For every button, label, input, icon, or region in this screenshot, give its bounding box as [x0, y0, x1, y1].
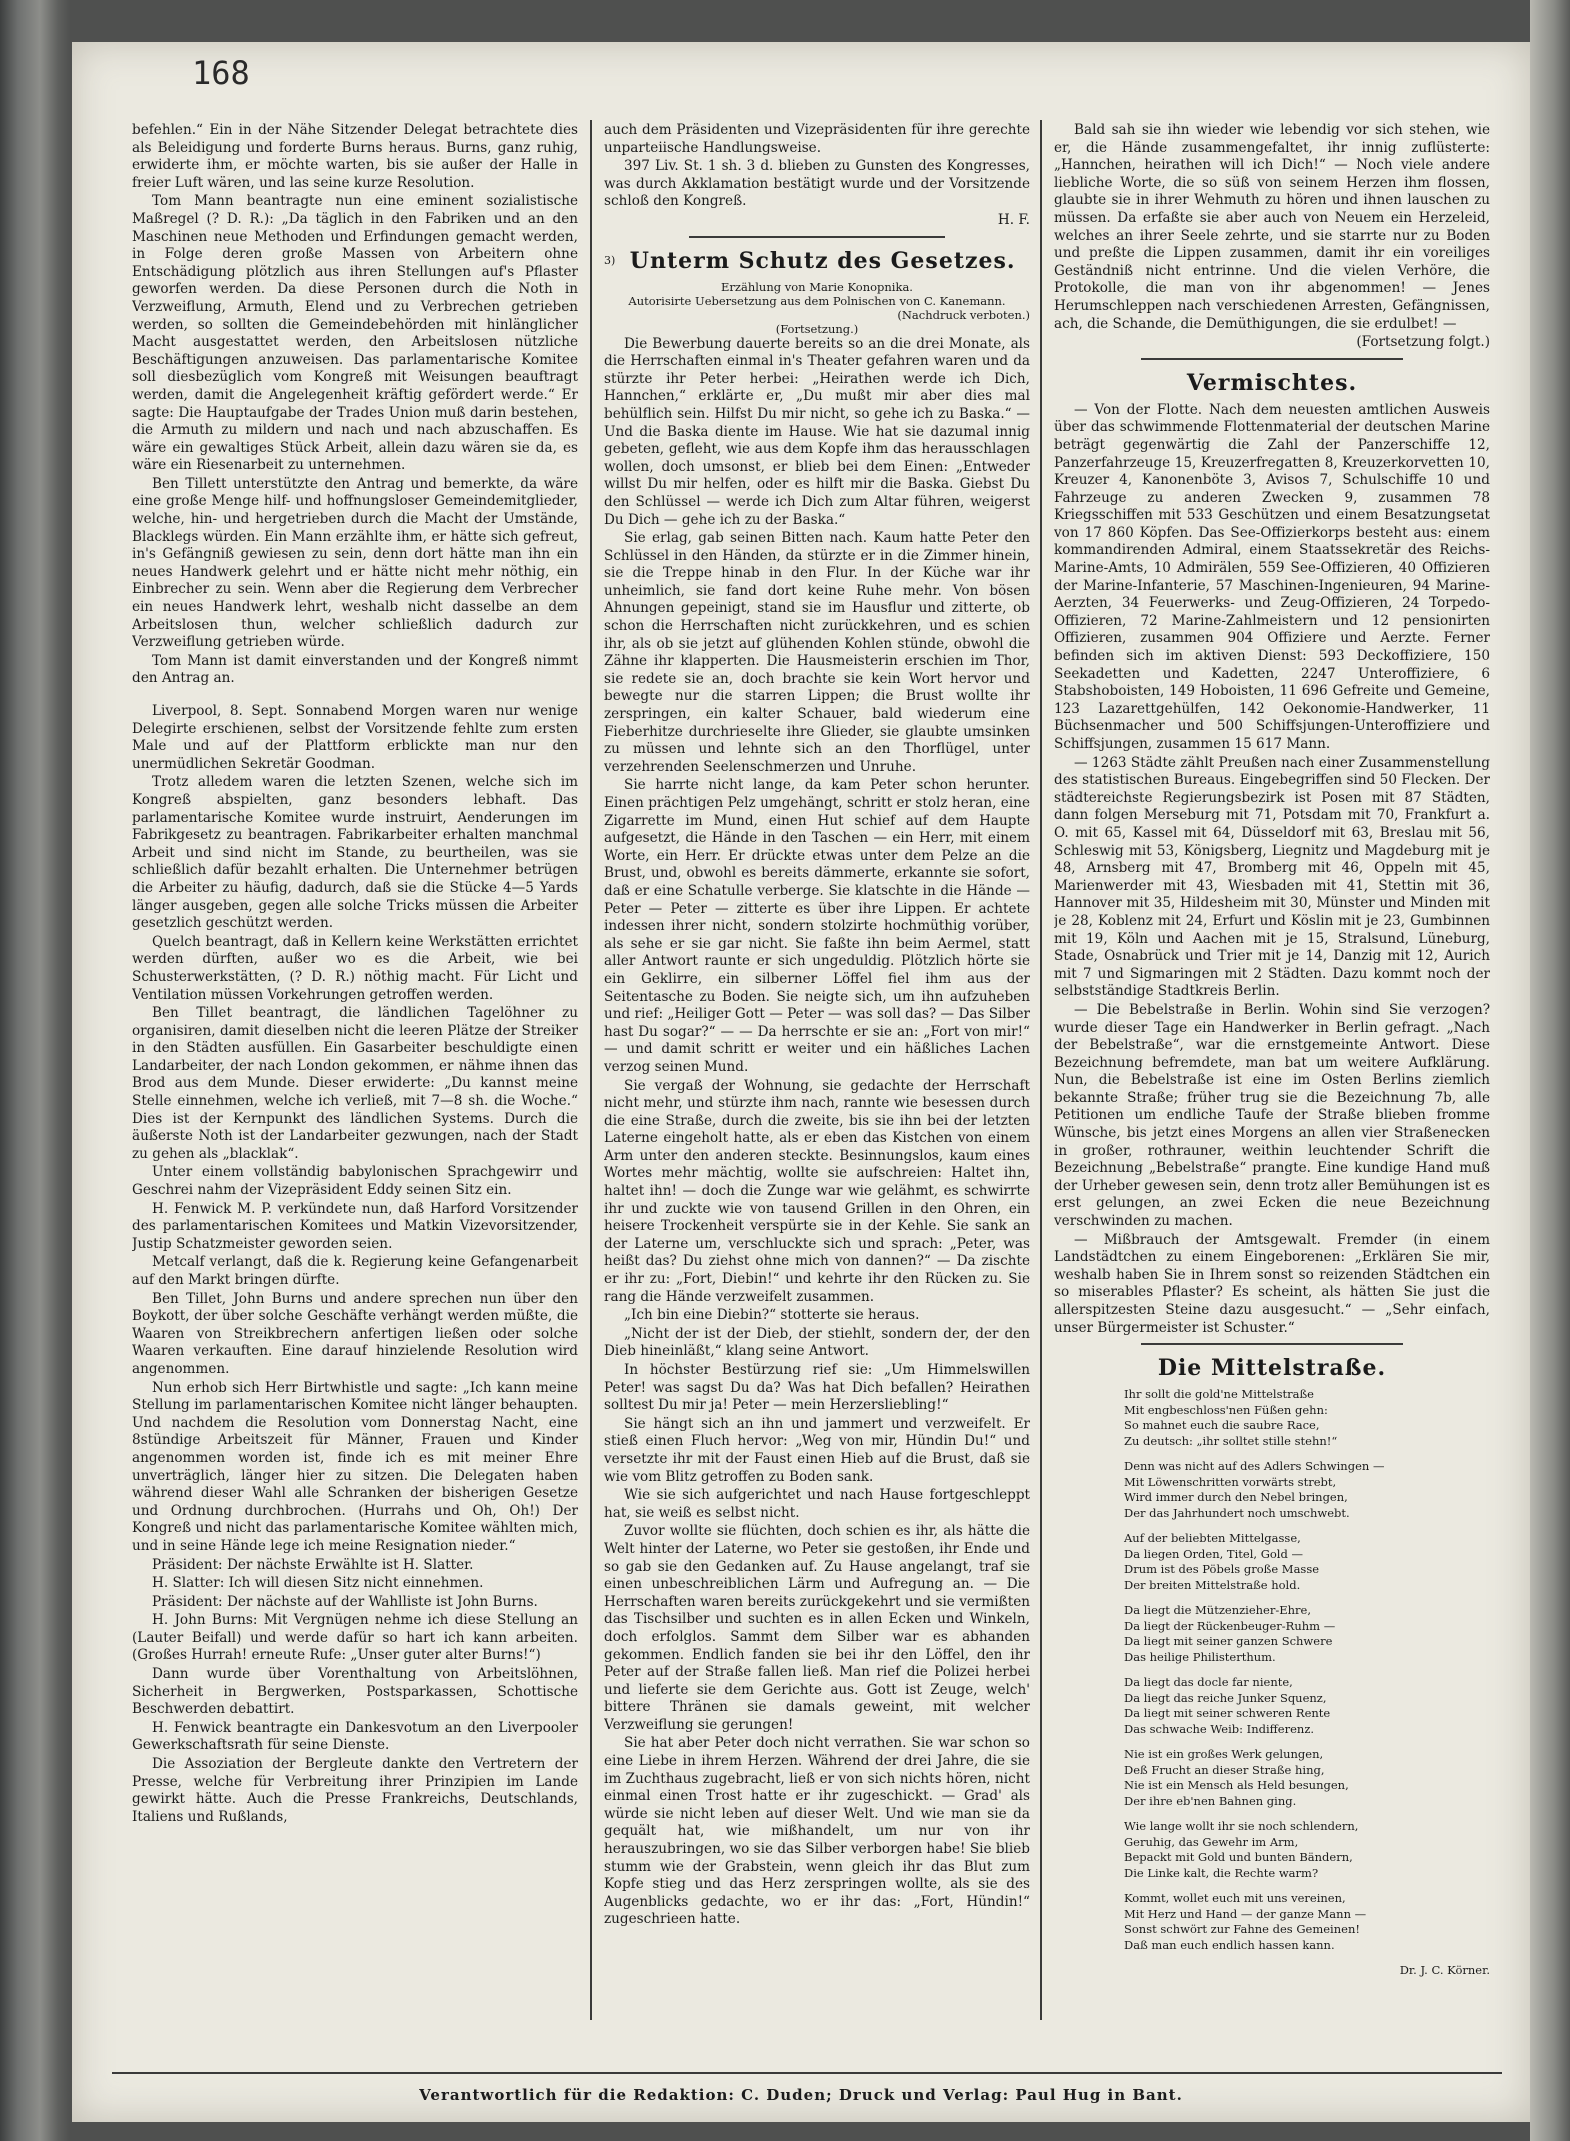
paragraph: Wie sie sich aufgerichtet und nach Hause fortgeschleppt hat, sie weiß es selbst nicht.	[604, 1487, 1030, 1521]
paragraph: auch dem Präsidenten und Vizepräsidenten für ihre gerechte unparteiische Handlungsweise.	[604, 122, 1030, 156]
poem-stanza: Kommt, wollet euch mit uns vereinen, Mit Herz und Hand — der ganze Mann — Sonst schwört zur Fahne des Gemeinen! Daß man euch endlich hassen kann.	[1124, 1891, 1367, 1952]
paragraph: „Nicht der ist der Dieb, der stiehlt, sondern der, der den Dieb hineinläßt,“ klang seine Antwort.	[604, 1325, 1030, 1360]
paragraph: Sie hängt sich an ihn und jammert und verzweifelt. Er stieß einen Fluch hervor: „Weg von mir, Hündin Du!“ und versetzte ihr mit der Faust einen Hieb auf die Brust, daß sie wie vom Blitz getroffen zu Boden sank.	[604, 1415, 1030, 1485]
poem-stanza: Auf der beliebten Mittelgasse, Da liegen Orden, Titel, Gold — Drum ist des Pöbels große Masse Der breiten Mittelstraße hold.	[1124, 1531, 1320, 1592]
paragraph: „Ich bin eine Diebin?“ stotterte sie heraus.	[624, 1307, 920, 1324]
paragraph: Tom Mann ist damit einverstanden und der Kongreß nimmt den Antrag an.	[132, 652, 578, 687]
separator	[1141, 358, 1403, 360]
poem-author: Dr. J. C. Körner.	[1399, 1963, 1490, 1978]
newspaper-page	[72, 42, 1530, 2122]
paragraph: Nun erhob sich Herr Birtwhistle und sagte: „Ich kann meine Stellung im parlamentarischen Komitee nicht länger behaupten. Und nachdem die Resolution vom Donnerstag Nacht, eine 8stündige Arbeitszeit für Männer, Frauen und Kinder angenommen worden ist, finde ich es mit meiner Ehre unverträglich, länger hier zu sitzen. Die Delegaten haben während dieser Wahl alle Schranken der bisherigen Gesetze und Ordnung durchbrochen. (Hurrahs und Oh, Oh!) Der Kongreß und nicht das parlamentarische Komitee wählten mich, und in seine Hände lege ich meine Resignation nieder.“	[132, 1379, 578, 1554]
page-number: 168	[192, 54, 250, 92]
paragraph: befehlen.“ Ein in der Nähe Sitzender Delegat betrachtete dies als Beleidigung und forderte Burns heraus. Burns, ganz ruhig, erwiderte ihm, er möchte warten, bis sie außer der Halle in freier Luft wären, und las seine kurze Resolution.	[132, 122, 578, 191]
paragraph: Sie hat aber Peter doch nicht verrathen. Sie war schon so eine Liebe in ihrem Herzen. Während der drei Jahre, die sie im Zuchthaus zugebracht, ließ er von sich nichts hören, nicht einmal einen Trost hatte er ihr zugeschickt. — Grad' als würde sie nicht leben auf dieser Welt. Und wie man sie da gequält hat, wie mißhandelt, um nur von ihr herauszubringen, wo sie das Silber verborgen habe! Sie blieb stumm wie der Grabstein, wenn gleich ihr das Blut zum Kopfe stieg und das Herz zerspringen wollte, als sie des Augenblicks gedachte, wo er ihr das: „Fort, Hündin!“ zugeschrieen hatte.	[604, 1735, 1030, 1928]
paragraph: Die Assoziation der Bergleute dankte den Vertretern der Presse, welche für Verbreitung ihrer Prinzipien im Lande gewirkt hätte. Auch die Presse Frankreichs, Deutschlands, Italiens und Rußlands,	[132, 1756, 578, 1825]
column-3	[1054, 122, 1490, 2012]
paragraph: Ben Tillett unterstützte den Antrag und bemerkte, da wäre eine große Menge hilf- und hoffnungsloser Gemeindemitglieder, welche, hin- und hergetrieben durch die Macht der Umstände, Blacklegs würden. Ein Mann erzählte ihm, er hätte sich gefreut, in's Gefängniß gewiesen zu sein, denn dort hätte man ihn ein neues Handwerk gelehrt und er hätte nicht mehr nöthig, ein Einbrecher zu sein. Wenn aber die Regierung dem Verbrecher ein neues Handwerk lehrt, weshalb nicht dasselbe an dem Arbeitslosen thun, welcher schließlich dadurch zur Verzweiflung getrieben würde.	[132, 475, 578, 651]
section-title-vermischtes: Vermischtes.	[1186, 369, 1358, 396]
poem-stanza: Denn was nicht auf des Adlers Schwingen — Mit Löwenschritten vorwärts strebt, Wird immer durch den Nebel bringen, Der das Jahrhundert noch umschwebt.	[1124, 1459, 1385, 1520]
paragraph: H. Slatter: Ich will diesen Sitz nicht einnehmen.	[152, 1575, 484, 1592]
paragraph: — Von der Flotte. Nach dem neuesten amtlichen Ausweis über das schwimmende Flottenmaterial der deutschen Marine beträgt gegenwärtig die Zahl der Panzerschiffe 12, Panzerfahrzeuge 15, Kreuzerfregatten 8, Kreuzerkorvetten 10, Kreuzer 4, Kanonenböte 3, Avisos 7, Schulschiffe 10 und Fahrzeuge zu anderen Zwecken 9, zusammen 78 Kriegsschiffen mit 533 Geschützen und einem Besatzungsetat von 17 860 Köpfen. Das See-Offizierkorps besteht aus: einem kommandirenden Admiral, einem Staatssekretär des Reichs-Marine-Amts, 10 Admirälen, 559 See-Offizieren, 40 Offizieren der Marine-Infanterie, 57 Maschinen-Ingenieuren, 94 Marine-Aerzten, 34 Feuerwerks- und Zeug-Offizieren, 24 Torpedo-Offizieren, 72 Marine-Zahlmeistern und 12 pensionirten Offizieren, zusammen 904 Offiziere und Aerzte. Ferner befinden sich im aktiven Dienst: 593 Deckoffiziere, 150 Seekadetten und Kadetten, 2247 Unteroffiziere, 6 Stabshoboisten, 149 Hoboisten, 11 696 Gefreite und Gemeine, 123 Lazarettgehülfen, 142 Oekonomie-Handwerker, 11 Büchsenmacher und 500 Schiffsjungen-Unteroffiziere und Schiffsjungen, zusammen 15 617 Mann.	[1054, 401, 1490, 752]
serial-reprint-note: (Nachdruck verboten.)	[897, 307, 1030, 322]
paragraph: — 1263 Städte zählt Preußen nach einer Zusammenstellung des statistischen Bureaus. Eingebegriffen sind 50 Flecken. Der städtereichste Regierungsbezirk ist Posen mit 87 Städten, dann folgen Merseburg mit 71, Potsdam mit 70, Frankfurt a. O. mit 65, Kassel mit 64, Düsseldorf mit 63, Breslau mit 56, Schleswig mit 53, Königsberg, Liegnitz und Magdeburg mit je 48, Arnsberg mit 47, Bromberg mit 46, Oppeln mit 45, Marienwerder mit 43, Wiesbaden mit 41, Stettin mit 36, Hannover mit 35, Hildesheim mit 30, Münster und Minden mit je 28, Koblenz mit 24, Erfurt und Köslin mit je 23, Gumbinnen mit 19, Köln und Aachen mit je 15, Stralsund, Lüneburg, Stade, Osnabrück und Trier mit je 14, Danzig mit 12, Aurich mit 7 und Sigmaringen mit 2 Städten. Dazu kommt noch der selbstständige Stadtkreis Berlin.	[1054, 754, 1490, 1000]
paragraph: 397 Liv. St. 1 sh. 3 d. blieben zu Gunsten des Kongresses, was durch Akklamation bestätigt wurde und der Vorsitzende schloß den Kongreß.	[604, 158, 1030, 210]
continuation-note: (Fortsetzung folgt.)	[1356, 334, 1490, 351]
paragraph: Sie erlag, gab seinen Bitten nach. Kaum hatte Peter den Schlüssel in den Händen, da stürzte er in die Zimmer hinein, sie die Treppe hinab in den Flur. In der Küche war ihr unheimlich, sie fand dort keine Ruhe mehr. Von bösen Ahnungen gepeinigt, stand sie im Hausflur und zitterte, ob schon die Herrschaften nicht zurückkehren, und es schien ihr, als ob sie jetzt auf glühenden Kohlen stünde, obwohl die Zähne ihr klapperten. Die Hausmeisterin erschien im Thor, sie redete sie an, doch brachte sie kein Wort hervor und bewegte nur die starren Lippen; die Brust wollte ihr zerspringen, ein kalter Schauer, bald wiederum eine Fieberhitze durchrieselte ihre Glieder, sie glaubte umsinken zu müssen und lehnte sich an den Thorflügel, unter verzehrenden Seelenschmerzen und Unruhe.	[604, 530, 1030, 775]
footer-rule	[112, 2072, 1502, 2074]
poem-title: Die Mittelstraße.	[1157, 1355, 1387, 1382]
paragraph: Ben Tillet beantragt, die ländlichen Tagelöhner zu organisiren, damit dieselben nicht die leeren Plätze der Streiker in den Städten ausfüllen. Ein Gasarbeiter beschuldigte einen Landarbeiter, der nach London gekommen, er nähme ihnen das Brod aus dem Munde. Dieser erwiderte: „Du kannst meine Stelle einnehmen, welche ich verließ, mit 7—8 sh. die Woche.“ Dies ist der Kernpunkt des ländlichen Systems. Durch die äußerste Noth ist der Landarbeiter gezwungen, nach der Stadt zu gehen als „blacklak“.	[132, 1005, 578, 1162]
poem-stanza: Da liegt das docle far niente, Da liegt das reiche Junker Squenz, Da liegt mit seiner schweren Rente Das schwache Weib: Indifferenz.	[1124, 1675, 1331, 1736]
serial-continuation: (Fortsetzung.)	[775, 321, 859, 336]
poem-stanza: Wie lange wollt ihr sie noch schlendern, Geruhig, das Gewehr im Arm, Bepackt mit Gold und bunten Bändern, Die Linke kalt, die Rechte warm?	[1124, 1819, 1359, 1880]
paragraph: Ben Tillet, John Burns und andere sprechen nun über den Boykott, der über solche Geschäfte verhängt werden müßte, die Waaren von Streikbrechern anfertigen ließen oder solche Waaren verkauften. Eine darauf hinzielende Resolution wird angenommen.	[132, 1290, 578, 1377]
serial-number: 3)	[604, 253, 616, 267]
paragraph: Trotz alledem waren die letzten Szenen, welche sich im Kongreß abspielten, ganz besonders lebhaft. Das parlamentarische Komitee wurde instruirt, Aenderungen im Fabrikgesetz zu beantragen. Fabrikarbeiter erhalten manchmal Arbeit und sind nicht im Stande, zu beurtheilen, was sie schließlich dafür bezahlt erhalten. Die Unternehmer betrügen die Arbeiter zu häufig, dadurch, daß sie die Stücke 4—5 Yards länger ausgeben, gegen alle solche Tricks müssen die Arbeiter gesetzlich geschützt werden.	[132, 774, 578, 932]
paragraph: H. Fenwick M. P. verkündete nun, daß Harford Vorsitzender des parlamentarischen Komitees und Matkin Vizevorsitzender, Justip Schatzmeister geworden seien.	[132, 1200, 578, 1252]
paragraph: Quelch beantragt, daß in Kellern keine Werkstätten errichtet werden dürften, außer wo es die Arbeit, wie bei Schusterwerkstätten, (? D. R.) nöthig macht. Für Licht und Ventilation müssen Vorkehrungen getroffen werden.	[132, 933, 578, 1003]
paragraph: Zuvor wollte sie flüchten, doch schien es ihr, als hätte die Welt hinter der Laterne, wo Peter sie gestoßen, ihr Ende und so gab sie den Gedanken auf. Zu Hause angelangt, traf sie einen unbeschreiblichen Lärm und Aufregung an. — Die Herrschaften waren bereits zurückgekehrt und sie vermißten das Tischsilber und suchten es in allen Ecken und Winkeln, doch erfolglos. Sammt dem Silber war es abhanden gekommen. Endlich fanden sie bei ihr den Löffel, den ihr Peter auf der Straße fallen ließ. Man rief die Polizei herbei und lieferte sie dem Gerichte aus. Gott ist Zeuge, welch' bittere Thränen sie damals geweint, mit welcher Verzweiflung sie gerungen!	[604, 1523, 1030, 1733]
paragraph: H. Fenwick beantragte ein Dankesvotum an den Liverpooler Gewerkschaftsrath für seine Dienste.	[132, 1719, 578, 1754]
page-edge-shadow	[1530, 0, 1570, 2141]
paragraph: Liverpool, 8. Sept. Sonnabend Morgen waren nur wenige Delegirte erschienen, selbst der Vorsitzende fehlte zum ersten Male und auf der Plattform erblickte man nur den unermüdlichen Sekretär Goodman.	[132, 703, 578, 772]
separator	[1141, 1343, 1403, 1345]
serial-byline: Erzählung von Marie Konopnika.	[721, 279, 913, 294]
column-1	[132, 122, 578, 2012]
article-signature: H. F.	[997, 211, 1030, 228]
column-2	[604, 122, 1030, 2012]
serial-translation: Autorisirte Uebersetzung aus dem Polnischen von C. Kanemann.	[628, 293, 1006, 308]
paragraph: Tom Mann beantragte nun eine eminent sozialistische Maßregel (? D. R.): „Da täglich in den Fabriken und an den Maschinen neue Methoden und Erfindungen gemacht werden, in Folge deren große Massen von Arbeitern ohne Entschädigung plötzlich aus ihren Stellungen auf's Pflaster geworfen werden. Da diese Personen durch die Noth in Verzweiflung, Armuth, Elend und zu Verbrechen getrieben werden, so sollten die Gemeindebehörden mit hinlänglicher Macht ausgestattet werden, den Arbeitslosen nützliche Beschäftigungen anzuweisen. Das parlamentarische Komitee soll diesbezüglich vom Kongreß mit Weisungen beauftragt werden, damit die Angelegenheit kräftig gefördert werde.“ Er sagte: Die Hauptaufgabe der Trades Union muß darin bestehen, die Armuth zu mildern und nach und nach abzuschaffen. Es wäre ein gewaltiges Stück Arbeit, allein dazu wären sie da, es wäre ein Riesenarbeit zu unternehmen.	[132, 193, 578, 474]
serial-title: 3) Unterm Schutz des Gesetzes.	[604, 247, 1016, 274]
paragraph: Sie harrte nicht lange, da kam Peter schon herunter. Einen prächtigen Pelz umgehängt, schritt er stolz heran, eine Zigarrette im Mund, einen Hut schief auf dem Haupte aufgesetzt, die Hände in den Taschen — ein Herr, mit einem Worte, ein Herr. Er drückte etwas unter dem Pelze an die Brust, und, obwohl es bereits dämmerte, erkannte sie sofort, daß er eine Schatulle verberge. Sie klatschte in die Hände — Peter — Peter — zitterte es über ihre Lippen. Er achtete indessen ihrer nicht, sondern stolzirte hochmüthig vorüber, als sehe er sie gar nicht. Sie faßte ihn beim Aermel, statt aller Antwort raunte er sich ungeduldig. Plötzlich hörte sie ein Geklirre, ein silberner Löffel fiel ihm aus der Seitentasche zu Boden. Sie neigte sich, um ihn aufzuheben und rief: „Heiliger Gott — Peter — was soll das? — Das Silber hast Du sogar?“ — — Da herrschte er sie an: „Fort von mir!“ — und damit schritt er weiter und ein häßliches Lachen verzog seinen Mund.	[604, 777, 1030, 1075]
paragraph: Die Bewerbung dauerte bereits so an die drei Monate, als die Herrschaften einmal in's Theater gefahren waren und da stürzte ihr Peter herbei: „Heirathen werde ich Dich, Hannchen,“ erklärte er, „Du mußt mir aber dies mal behülflich sein. Hilfst Du mir nicht, so gehe ich zu Baska.“ — Und die Baska diente im Hause. Wie hat sie dazumal innig gebeten, gefleht, wie aus dem Kopfe ihm das herausschlagen wollen, doch umsonst, er blieb bei dem Einen: „Entweder willst Du mir helfen, oder es hilft mir die Baska. Giebst Du den Schlüssel — werde ich Dich zum Altar führen, weigerst Du Dich — gehe ich zu der Baska.“	[604, 335, 1030, 528]
paragraph: H. John Burns: Mit Vergnügen nehme ich diese Stellung an (Lauter Beifall) und werde dafür so hart ich kann arbeiten. (Großes Hurrah! erneute Rufe: „Unser guter alter Burns!“)	[132, 1612, 578, 1664]
column-rule-2	[1040, 120, 1042, 2020]
paragraph: Metcalf verlangt, daß die k. Regierung keine Gefangenarbeit auf den Markt bringen dürfte.	[132, 1254, 578, 1288]
separator	[689, 236, 945, 238]
paragraph: Sie vergaß der Wohnung, sie gedachte der Herrschaft nicht mehr, und stürzte ihm nach, rannte wie besessen durch die eine Straße, durch die zweite, bis sie ihn bei der letzten Laterne eingeholt hatte, als er eben das Kistchen von einem Arm unter den anderen steckte. Besinnungslos, kaum eines Wortes mehr mächtig, wollte sie aufschreien: Haltet ihn, haltet ihn! — doch die Zunge war wie gelähmt, es schwirrte ihr und zuckte wie von tausend Grillen in den Ohren, ein heisere Trockenheit verspürte sie in der Kehle. Sie sank an der Laterne um, verschluckte sich und sprach: „Peter, was heißt das? Du ziehst ohne mich von dannen?“ — Da zischte er ihr zu: „Fort, Diebin!“ und kehrte ihr den Rücken zu. Sie rang die Hände verzweifelt zusammen.	[604, 1077, 1030, 1305]
poem-stanza: Nie ist ein großes Werk gelungen, Deß Frucht an dieser Straße hing, Nie ist ein Mensch als Held besungen, Der ihre eb'nen Bahnen ging.	[1124, 1747, 1349, 1808]
imprint-footer: Verantwortlich für die Redaktion: C. Duden; Druck und Verlag: Paul Hug in Bant.	[419, 2086, 1183, 2104]
paragraph: Präsident: Der nächste Erwählte ist H. Slatter.	[152, 1556, 474, 1573]
poem-stanza: Ihr sollt die gold'ne Mittelstraße Mit engbeschloss'nen Füßen gehn: So mahnet euch die saubre Race, Zu deutsch: „ihr solltet stille stehn!“	[1124, 1387, 1338, 1448]
paragraph: Unter einem vollständig babylonischen Sprachgewirr und Geschrei nahm der Vizepräsident Eddy seinen Sitz ein.	[132, 1164, 578, 1199]
paragraph: Bald sah sie ihn wieder wie lebendig vor sich stehen, wie er, die Hände zusammengefaltet, ihr innig zuflüsterte: „Hannchen, heirathen will ich Dich!“ — Noch viele andere liebliche Worte, die so süß von seinem Herzen ihm flossen, glaubte sie in ihrer Wehmuth zu hören und ihnen lauschen zu müssen. Da erfaßte sie aber auch von Neuem ein Herzeleid, welches an ihrer Seele zehrte, und sie starrte nur zu Boden und preßte die Lippen zusammen, damit ihr ein voreiliges Geständniß nicht entrinne. Und die vielen Verhöre, die Protokolle, die man von ihr abgenommen! — Jenes Herumschleppen nach verschiedenen Arresten, Gefängnissen, ach, die Schande, die Demüthigungen, die sie erdulbet! —	[1054, 122, 1490, 332]
paragraph: Dann wurde über Vorenthaltung von Arbeitslöhnen, Sicherheit in Bergwerken, Postsparkassen, Schottische Beschwerden debattirt.	[132, 1666, 578, 1718]
poem-stanza: Da liegt die Mützenzieher-Ehre, Da liegt der Rückenbeuger-Ruhm — Da liegt mit seiner ganzen Schwere Das heilige Philisterthum.	[1124, 1603, 1336, 1664]
paragraph: In höchster Bestürzung rief sie: „Um Himmelswillen Peter! was sagst Du da? Was hat Dich befallen? Heirathen solltest Du mir ja! Peter — mein Herzersliebling!“	[604, 1362, 1030, 1414]
paragraph: — Die Bebelstraße in Berlin. Wohin sind Sie verzogen? wurde dieser Tage ein Handwerker in Berlin gefragt. „Nach der Bebelstraße“, war die ernstgemeinte Antwort. Diese Bezeichnung befremdete, man bat um weitere Aufklärung. Nun, die Bebelstraße ist eine im Osten Berlins ziemlich bekannte Straße; früher trug sie die Bezeichnung 7b, alle Petitionen um endliche Taufe der Straße blieben fromme Wünsche, bis jetzt eines Morgens an allen vier Straßenecken in großer, rothrauner, weithin leuchtender Schrift die Bezeichnung „Bebelstraße“ prangte. Eine kundige Hand muß der Urheber gewesen sein, denn trotz aller Bemühungen ist es erst gelungen, an zwei Ecken die neue Bezeichnung verschwinden zu machen.	[1054, 1001, 1490, 1230]
paragraph: — Mißbrauch der Amtsgewalt. Fremder (in einem Landstädtchen zu einem Eingeborenen: „Erklären Sie mir, weshalb haben Sie in Ihrem sonst so reizenden Städtchen ein so miserables Pflaster? Es scheint, als hätten Sie just die allerspitzesten Steine dazu ausgesucht.“ — „Sehr einfach, unser Bürgermeister ist Schuster.“	[1054, 1231, 1490, 1336]
column-rule-1	[590, 120, 592, 2020]
paragraph: Präsident: Der nächste auf der Wahlliste ist John Burns.	[152, 1593, 538, 1610]
